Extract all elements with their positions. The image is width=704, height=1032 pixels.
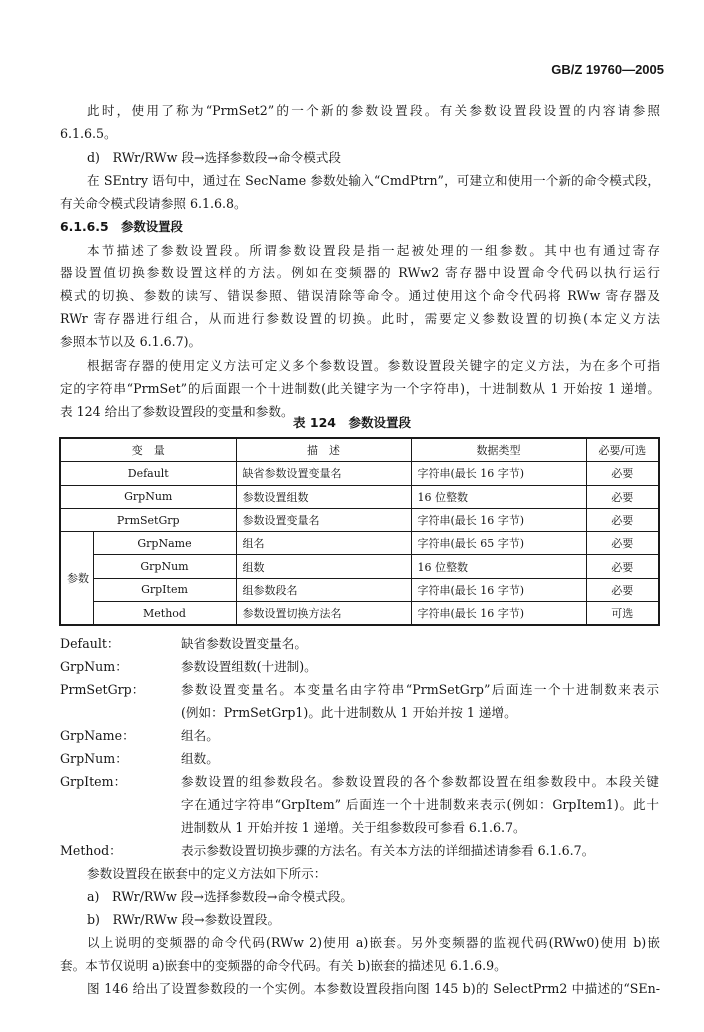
data-type-cell: 字符串(最长 16 字节) (411, 602, 586, 626)
table-header-row (60, 438, 659, 462)
definition-term: Method： (60, 843, 122, 858)
data-type-cell: 字符串(最长 16 字节) (411, 462, 586, 485)
document-number: GB/Z 19760—2005 (551, 62, 664, 77)
table-row (60, 555, 659, 578)
paragraph-6-line-2: 套。本节仅说明 a)嵌套中的变频器的命令代码。有关 b)嵌套的描述见 6.1.6.9。 (60, 958, 507, 973)
required-cell: 必要 (586, 462, 659, 485)
paragraph-1-line-1: 此时，使用了称为“PrmSet2”的一个新的参数设置段。有关参数设置段设置的内容请参照 (87, 103, 660, 118)
definition-term: GrpNum： (60, 751, 128, 766)
required-cell: 必要 (586, 485, 659, 508)
paragraph-4-line-1: 根据寄存器的使用定义方法可定义多个参数设置。参数设置段关键字的定义方法，为在多个可指 (87, 358, 660, 373)
definition-text: 组名。 (181, 728, 219, 743)
data-type-cell: 16 位整数 (411, 485, 586, 508)
paragraph-4-line-3: 表 124 给出了参数设置段的变量和参数。 (60, 404, 294, 419)
definition-text: (例如：PrmSetGrp1)。此十进制数从 1 开始并按 1 递增。 (181, 705, 517, 720)
table-row (60, 578, 659, 601)
data-type-cell: 字符串(最长 16 字节) (411, 508, 586, 531)
description-cell: 参数设置组数 (236, 485, 411, 508)
table-row (60, 602, 659, 626)
parameter-set-table (59, 437, 660, 626)
header-description: 描 述 (236, 438, 411, 462)
paragraph-6-line-1: 以上说明的变频器的命令代码(RWw 2)使用 a)嵌套。另外变频器的监视代码(RWw0)使用 b)嵌 (87, 935, 660, 950)
variable-cell: Method (93, 602, 236, 626)
definition-term: GrpItem： (60, 774, 127, 789)
definition-text: 表示参数设置切换步骤的方法名。有关本方法的详细描述请参看 6.1.6.7。 (181, 843, 595, 858)
definition-text: 参数设置变量名。本变量名由字符串“PrmSetGrp”后面连一个十进制数来表示 (181, 682, 659, 697)
required-cell: 可选 (586, 602, 659, 626)
required-cell: 必要 (586, 578, 659, 601)
paragraph-2-line-1: 在 SEntry 语句中，通过在 SecName 参数处输入“CmdPtrn”，可建立和使用一个新的命令模式段， (87, 173, 660, 188)
required-cell: 必要 (586, 555, 659, 578)
list-item-b: b) RWr/RWw 段→参数设置段。 (87, 912, 281, 927)
definition-text: 参数设置组数(十进制)。 (181, 659, 317, 674)
variable-cell: GrpName (93, 532, 236, 555)
definition-text: 字在通过字符串“GrpItem” 后面连一个十进制数来表示(例如：GrpItem1)。此十 (181, 797, 659, 812)
description-cell: 缺省参数设置变量名 (236, 462, 411, 485)
header-variable: 变 量 (60, 438, 236, 462)
table-row (60, 462, 659, 485)
definition-term: GrpName： (60, 728, 135, 743)
parameter-group-label: 参数 (60, 532, 93, 626)
description-cell: 组名 (236, 532, 411, 555)
paragraph-3-line-5: 参照本节以及 6.1.6.7)。 (60, 334, 202, 349)
required-cell: 必要 (586, 532, 659, 555)
data-type-cell: 字符串(最长 65 字节) (411, 532, 586, 555)
required-cell: 必要 (586, 508, 659, 531)
list-item-d: d) RWr/RWw 段→选择参数段→命令模式段 (87, 150, 341, 165)
header-data-type: 数据类型 (411, 438, 586, 462)
definition-text: 缺省参数设置变量名。 (181, 636, 307, 651)
description-cell: 组参数段名 (236, 578, 411, 601)
paragraph-7-line-1: 图 146 给出了设置参数段的一个实例。本参数设置段指向图 145 b)的 SelectPrm2 中描述的“SEn- (87, 981, 660, 996)
list-item-a: a) RWr/RWw 段→选择参数段→命令模式段。 (87, 889, 354, 904)
definition-text: 参数设置的组参数段名。参数设置段的各个参数都设置在组参数段中。本段关键 (181, 774, 659, 789)
variable-cell: GrpNum (60, 485, 236, 508)
variable-cell: GrpNum (93, 555, 236, 578)
definition-term: GrpNum： (60, 659, 128, 674)
table-caption: 表 124 参数设置段 (293, 415, 411, 430)
paragraph-3-line-1: 本节描述了参数设置段。所谓参数设置段是指一起被处理的一组参数。其中也有通过寄存 (87, 243, 660, 258)
definition-text: 组数。 (181, 751, 219, 766)
definition-text: 进制数从 1 开始并按 1 递增。关于组参数段可参看 6.1.6.7。 (181, 820, 526, 835)
description-cell: 参数设置切换方法名 (236, 602, 411, 626)
description-cell: 参数设置变量名 (236, 508, 411, 531)
definition-term: PrmSetGrp： (60, 682, 145, 697)
paragraph-5: 参数设置段在嵌套中的定义方法如下所示： (87, 866, 327, 881)
table-row (60, 485, 659, 508)
section-heading: 6.1.6.5 参数设置段 (60, 219, 183, 234)
description-cell: 组数 (236, 555, 411, 578)
paragraph-1-line-2: 6.1.6.5。 (60, 126, 117, 141)
paragraph-3-line-2: 器设置值切换参数设置这样的方法。例如在变频器的 RWw2 寄存器中设置命令代码以执行运行 (60, 265, 660, 280)
variable-cell: Default (60, 462, 236, 485)
paragraph-2-line-2: 有关命令模式段请参照 6.1.6.8。 (60, 196, 247, 211)
table-row (60, 532, 659, 555)
variable-cell: PrmSetGrp (60, 508, 236, 531)
paragraph-4-line-2: 定的字符串“PrmSet”的后面跟一个十进制数(此关键字为一个字符串)，十进制数从 1 开始按 1 递增。 (60, 381, 660, 396)
paragraph-3-line-3: 模式的切换、参数的读写、错误参照、错误清除等命令。通过使用这个命令代码将 RWw 寄存器及 (60, 288, 660, 303)
data-type-cell: 16 位整数 (411, 555, 586, 578)
table-row (60, 508, 659, 531)
variable-cell: GrpItem (93, 578, 236, 601)
header-required: 必要/可选 (586, 438, 659, 462)
definition-term: Default： (60, 636, 120, 651)
paragraph-3-line-4: RWr 寄存器进行组合，从而进行参数设置的切换。此时，需要定义参数设置的切换(本定义方法 (60, 311, 660, 326)
data-type-cell: 字符串(最长 16 字节) (411, 578, 586, 601)
